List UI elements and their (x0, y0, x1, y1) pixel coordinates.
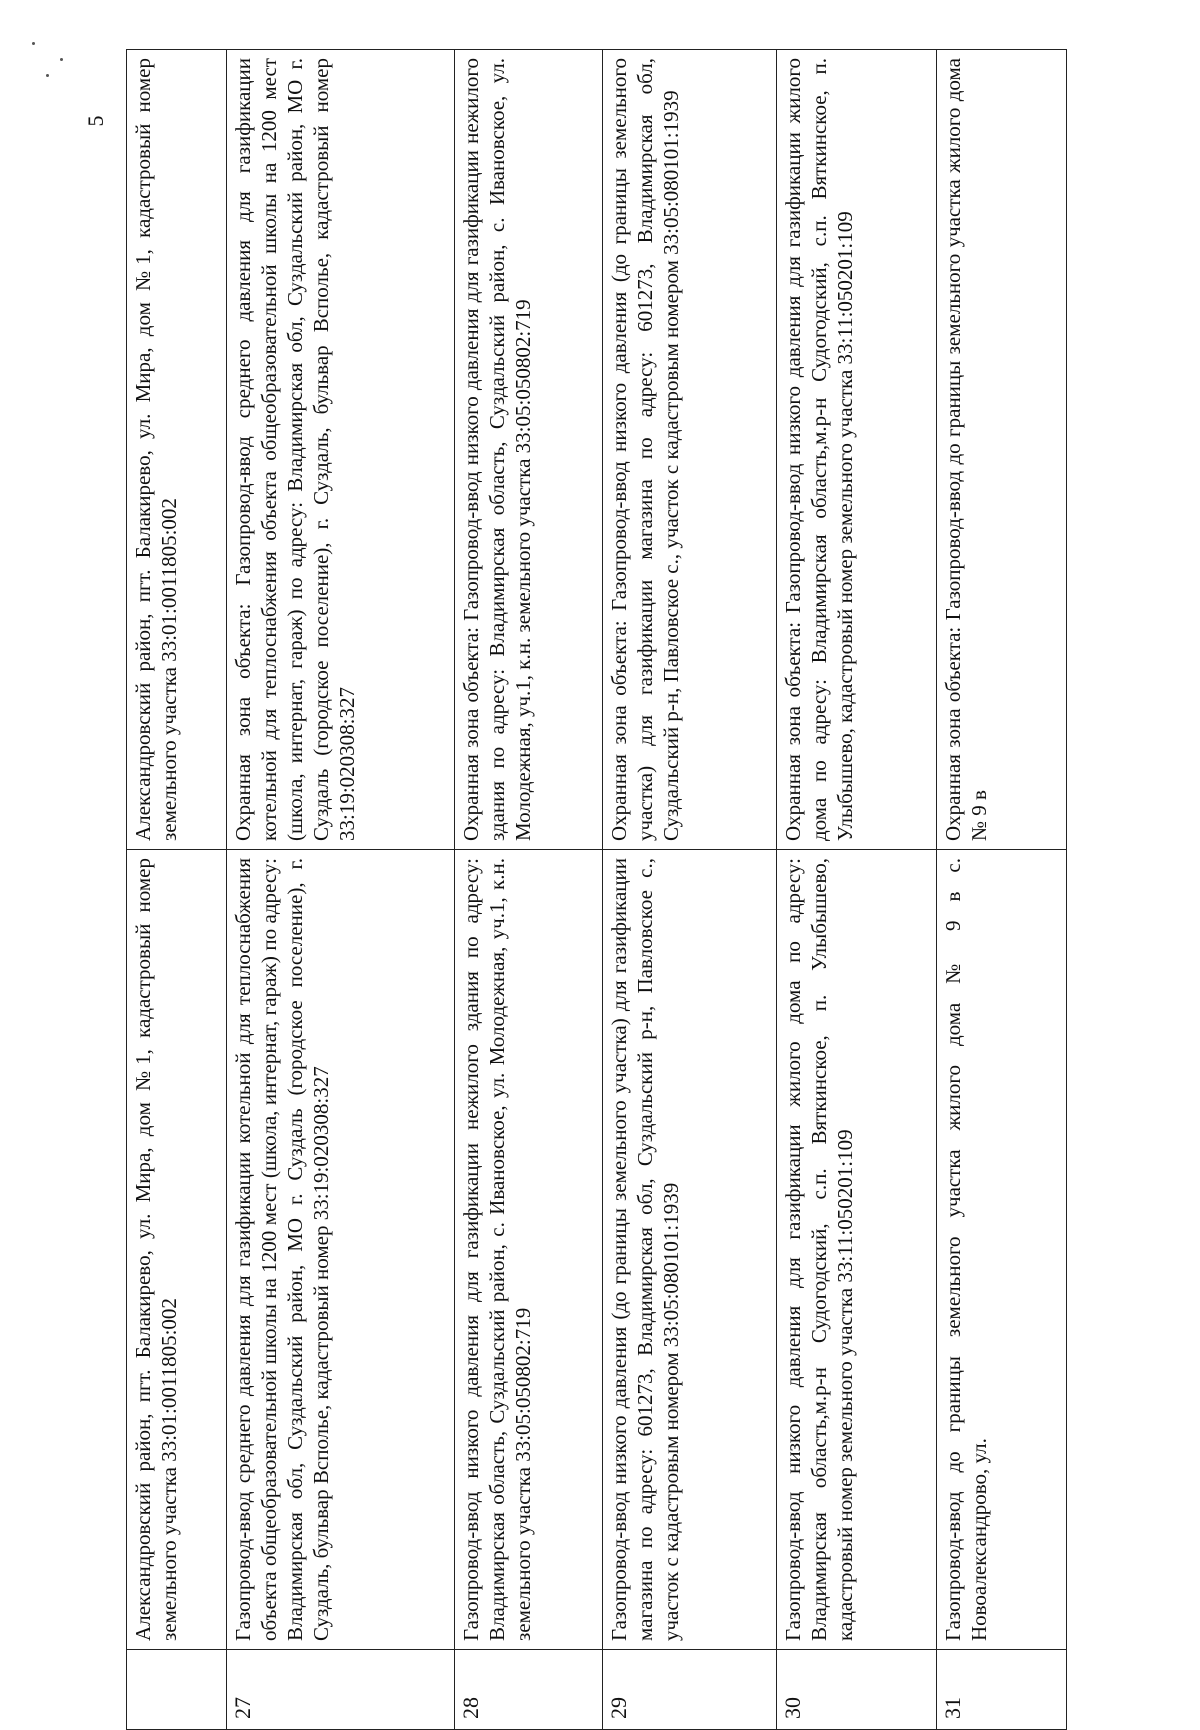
protection-zone-description: Охранная зона объекта: Газопровод-ввод среднего давления для газификации котельной для теплоснабжения объекта общеобразовательной школы на 1200 мест (школа, интернат, гараж) по адресу: Владимирская обл, Суздальский район, МО г. Суздаль (городское поселение), г. Суздаль, бульвар Всполье, кадастровый номер 33:19:020308:327 (227, 50, 455, 850)
scan-speck (60, 58, 63, 61)
table-row (455, 50, 603, 1730)
row-number: 30 (777, 1650, 937, 1730)
page-number: 5 (83, 115, 108, 127)
table-row (777, 50, 937, 1730)
row-number: 27 (227, 1650, 455, 1730)
scan-speck (32, 42, 35, 45)
object-description: Газопровод-ввод среднего давления для газификации котельной для теплоснабжения объекта общеобразовательной школы на 1200 мест (школа, интернат, гараж) по адресу: Владимирская обл, Суздальский район, МО г. Суздаль (городское поселение), г. Суздаль, бульвар Всполье, кадастровый номер 33:19:020308:327 (227, 850, 455, 1650)
table-row (603, 50, 777, 1730)
object-description: Газопровод-ввод низкого давления для газификации нежилого здания по адресу: Владимирская область, Суздальский район, с. Ивановское, ул. Молодежная, уч.1, к.н. земельного участка 33:05:050802:719 (455, 850, 603, 1650)
object-description: Александровский район, пгт. Балакирево, ул. Мира, дом №1, кадастровый номер земельного участка 33:01:0011805:002 (127, 850, 227, 1650)
protection-zone-description: Александровский район, пгт. Балакирево, ул. Мира, дом №1, кадастровый номер земельного участка 33:01:0011805:002 (127, 50, 227, 850)
table-row (227, 50, 455, 1730)
object-description: Газопровод-ввод низкого давления (до границы земельного участка) для газификации магазина по адресу: 601273, Владимирская обл, Суздальский р-н, Павловское с., участок с кадастровым номером 33:05:080101:1939 (603, 850, 777, 1650)
row-number: 28 (455, 1650, 603, 1730)
row-number: 31 (937, 1650, 1067, 1730)
row-number (127, 1650, 227, 1730)
row-number: 29 (603, 1650, 777, 1730)
protection-zone-description: Охранная зона объекта: Газопровод-ввод низкого давления для газификации нежилого здания по адресу: Владимирская область, Суздальский район, с. Ивановское, ул. Молодежная, уч.1, к.н. земельного участка 33:05:050802:719 (455, 50, 603, 850)
object-description: Газопровод-ввод до границы земельного участка жилого дома № 9 в с. Новоалександрово, ул. (937, 850, 1067, 1650)
protection-zone-description: Охранная зона объекта: Газопровод-ввод низкого давления для газификации жилого дома по адресу: Владимирская область,м.р-н Судогодский, с.п. Вяткинское, п. Улыбышево, кадастровый номер земельного участка 33:11:050201:109 (777, 50, 937, 850)
rotated-table-container (126, 50, 1066, 1730)
scan-speck (46, 74, 49, 77)
protection-zone-description: Охранная зона объекта: Газопровод-ввод до границы земельного участка жилого дома № 9 в (937, 50, 1067, 850)
table-row (937, 50, 1067, 1730)
table-row (127, 50, 227, 1730)
object-description: Газопровод-ввод низкого давления для газификации жилого дома по адресу: Владимирская область,м.р-н Судогодский, с.п. Вяткинское, п. Улыбышево, кадастровый номер земельного участка 33:11:050201:109 (777, 850, 937, 1650)
gas-pipeline-table (126, 49, 1067, 1730)
protection-zone-description: Охранная зона объекта: Газопровод-ввод низкого давления (до границы земельного участка) для газификации магазина по адресу: 601273, Владимирская обл, Суздальский р-н, Павловское с., участок с кадастровым номером 33:05:080101:1939 (603, 50, 777, 850)
